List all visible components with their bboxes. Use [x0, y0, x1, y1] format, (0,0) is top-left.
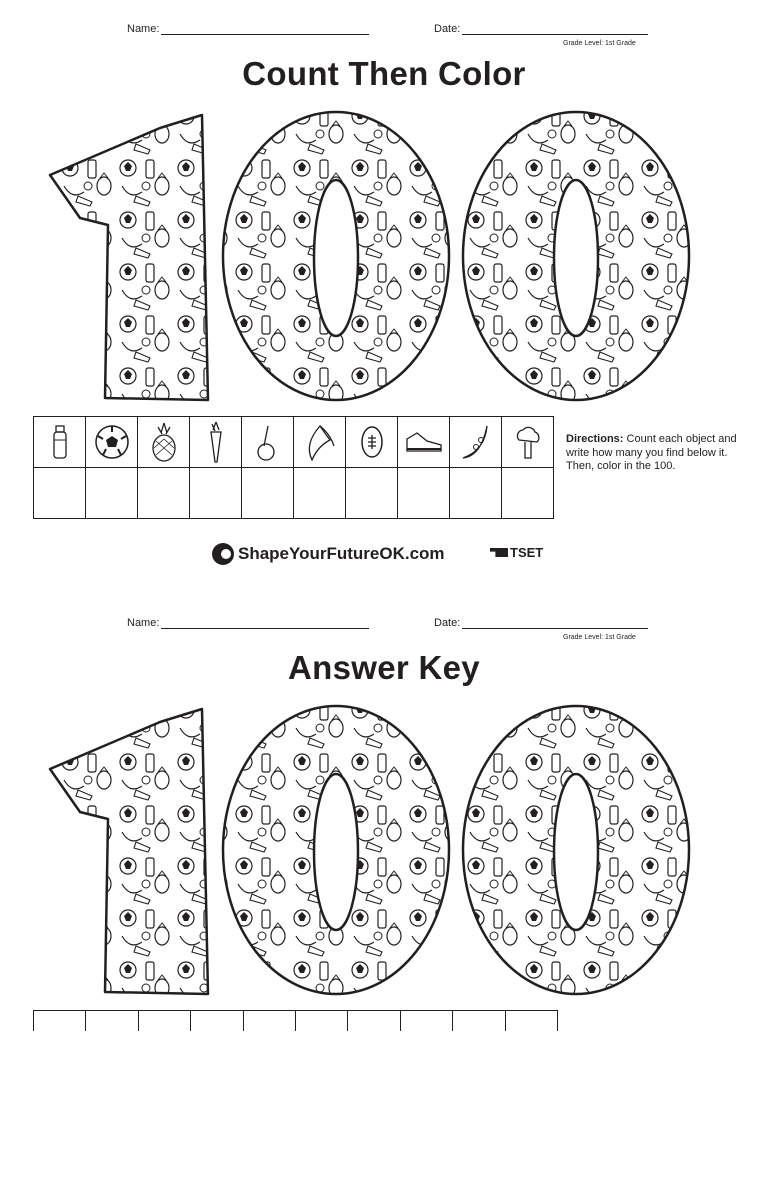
pea-pod-icon [459, 422, 493, 462]
worksheet-answer-key [0, 594, 768, 1188]
broccoli-icon [511, 422, 545, 462]
football-cell [346, 417, 398, 468]
answer-cell[interactable] [502, 468, 554, 519]
oklahoma-icon [490, 548, 508, 557]
name-label: Name: [127, 23, 160, 35]
soccer-ball-icon [94, 424, 130, 460]
grade-level: Grade Level: 1st Grade [563, 40, 636, 47]
pea-pod-cell [450, 417, 502, 468]
soccer-ball-cell [86, 417, 138, 468]
pineapple-cell [138, 417, 190, 468]
tset-label: TSET [510, 545, 544, 560]
brand-name: ShapeYourFutureOK.com [238, 544, 445, 563]
number-100-artwork [0, 0, 768, 420]
number-100-artwork [0, 594, 768, 1024]
football-icon [359, 425, 385, 459]
answer-cell[interactable] [34, 468, 86, 519]
tally-table-partial [33, 1010, 558, 1031]
grade-level: Grade Level: 1st Grade [563, 634, 636, 641]
answer-cell[interactable] [450, 468, 502, 519]
page-title: Count Then Color [242, 55, 526, 92]
digit-one-shape [50, 115, 208, 400]
answer-cell[interactable] [398, 468, 450, 519]
brand-footer [212, 543, 445, 565]
digit-one-shape [50, 709, 208, 994]
name-label: Name: [127, 617, 160, 629]
tset-logo [490, 545, 543, 560]
answer-row [34, 468, 554, 519]
answer-cell[interactable] [294, 468, 346, 519]
brand-logo-icon [212, 543, 234, 565]
date-label: Date: [434, 617, 461, 629]
answer-cell[interactable] [138, 468, 190, 519]
water-bottle-icon [50, 424, 70, 460]
carrot-icon [207, 420, 225, 464]
pineapple-icon [150, 421, 178, 463]
cherry-icon [254, 422, 282, 462]
directions-label: Directions: [566, 433, 624, 445]
sneaker-icon [404, 427, 444, 457]
tally-table [33, 416, 554, 519]
sneaker-cell [398, 417, 450, 468]
directions [566, 433, 738, 474]
water-bottle-cell [34, 417, 86, 468]
answer-cell[interactable] [190, 468, 242, 519]
date-label: Date: [434, 23, 461, 35]
icon-row [34, 417, 554, 468]
answer-cell[interactable] [346, 468, 398, 519]
cherry-cell [242, 417, 294, 468]
banana-cell [294, 417, 346, 468]
broccoli-cell [502, 417, 554, 468]
page-title: Answer Key [288, 649, 480, 686]
directions-text: Count each object and write how many you find below it. Then, color in the 100. [566, 433, 737, 472]
carrot-cell [190, 417, 242, 468]
banana-icon [302, 422, 338, 462]
answer-cell[interactable] [242, 468, 294, 519]
answer-cell[interactable] [86, 468, 138, 519]
